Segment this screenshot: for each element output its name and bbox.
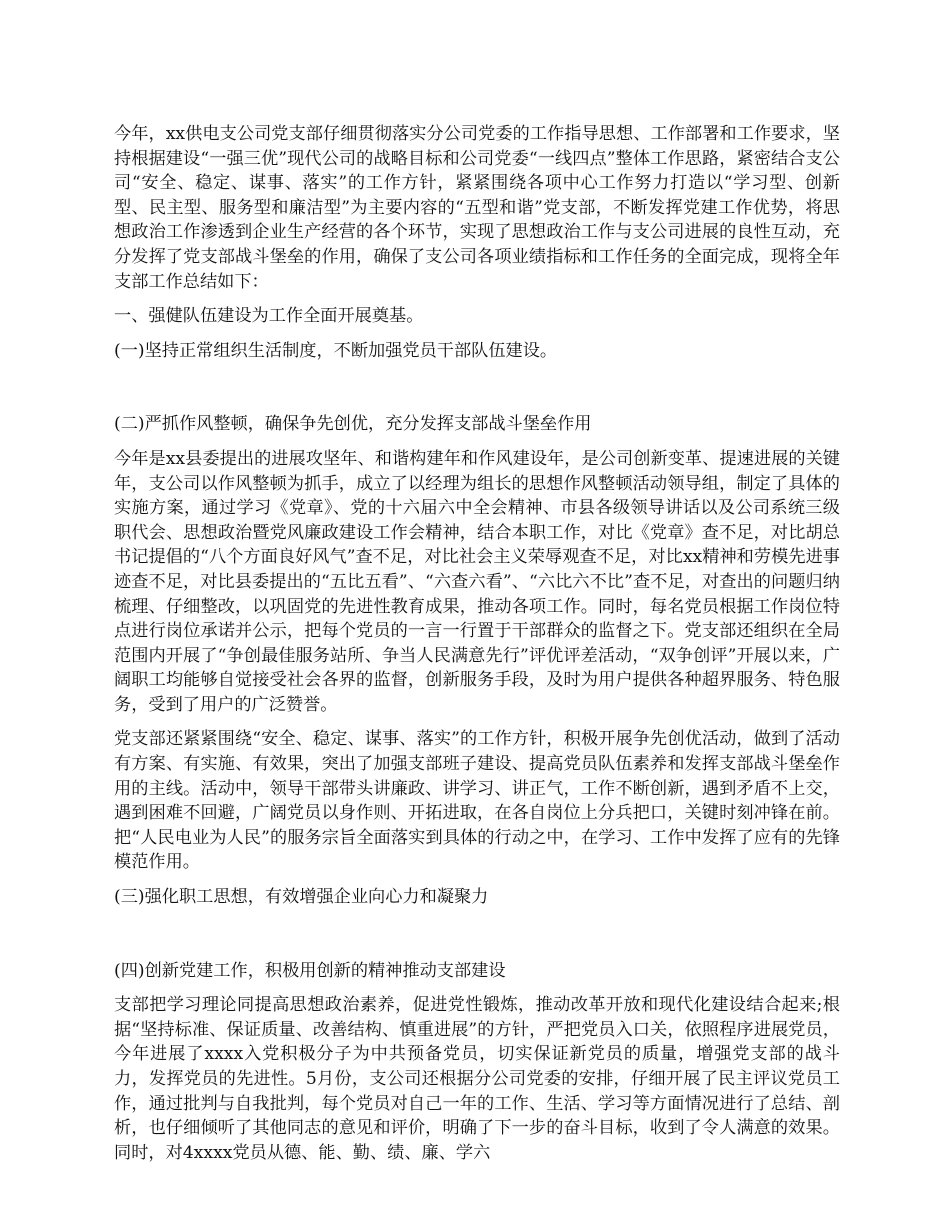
subsection-2-paragraph-2: 党支部还紧紧围绕“安全、稳定、谋事、落实”的工作方针，积极开展争先创优活动，做到了活动有方案、有实施、有效果，突出了加强支部班子建设、提高党员队伍素养和发挥支部战斗堡垒作用的主线。活动中，领导干部带头讲廉政、讲学习、讲正气，工作不断创新，遇到矛盾不上交，遇到困难不回避，广阔党员以身作则、开拓进取，在各自岗位上分兵把口，关键时刻冲锋在前。把“人民电业为人民”的服务宗旨全面落实到具体的行动之中，在学习、工作中发挥了应有的先锋模范作用。 — [114, 729, 840, 873]
section-1-heading: 一、强健队伍建设为工作全面开展奠基。 — [114, 306, 424, 327]
subsection-2-paragraph-1: 今年是xx县委提出的进展攻坚年、和谐构建年和作风建设年，是公司创新变革、提速进展的关键年，支公司以作风整顿为抓手，成立了以经理为组长的思想作风整顿活动领导组，制定了具体的实施方案，通过学习《党章》、党的十六届六中全会精神、市县各级领导讲话以及公司系统三级职代会、思想政治暨党风廉政建设工作会精神，结合本职工作，对比《党章》查不足，对比胡总书记提倡的“八个方面良好风气”查不足，对比社会主义荣辱观查不足，对比xx精神和劳模先进事迹查不足，对比县委提出的“五比五看”、“六查六看”、“六比六不比”查不足，对查出的问题归纳梳理、仔细整改，以巩固党的先进性教育成果，推动各项工作。同时，每名党员根据工作岗位特点进行岗位承诺并公示，把每个党员的一言一行置于干部群众的监督之下。党支部还组织在全局范围内开展了“争创最佳服务站所、争当人民满意先行”评优评差活动，“双争创评”开展以来，广阔职工均能够自觉接受社会各界的监督，创新服务手段，及时为用户提供各种超界服务、特色服务，受到了用户的广泛赞誉。 — [114, 448, 840, 715]
subsection-1-heading: (一)坚持正常组织生活制度，不断加强党员干部队伍建设。 — [114, 340, 558, 361]
subsection-4-paragraph-1: 支部把学习理论同提高思想政治素养，促进党性锻炼，推动改革开放和现代化建设结合起来;根据“坚持标准、保证质量、改善结构、慎重进展”的方针，严把党员入口关，依照程序进展党员，今年进展了xxxx入党积极分子为中共预备党员，切实保证新党员的质量，增强党支部的战斗力，发挥党员的先进性。5月份，支公司还根据分公司党委的安排，仔细开展了民主评议党员工作，通过批判与自我批判，每个党员对自己一年的工作、生活、学习等方面情况进行了总结、剖析，也仔细倾听了其他同志的意见和评价，明确了下一步的奋斗目标，收到了令人满意的效果。同时，对4xxxx党员从德、能、勤、绩、廉、学六 — [114, 995, 840, 1163]
document-body — [114, 122, 840, 1175]
intro-paragraph: 今年，xx供电支公司党支部仔细贯彻落实分公司党委的工作指导思想、工作部署和工作要求，坚持根据建设“一强三优”现代公司的战略目标和公司党委“一线四点”整体工作思路，紧密结合支公司“安全、稳定、谋事、落实”的工作方针，紧紧围绕各项中心工作努力打造以“学习型、创新型、民主型、服务型和廉洁型”为主要内容的“五型和谐”党支部，不断发挥党建工作优势，将思想政治工作渗透到企业生产经营的各个环节，实现了思想政治工作与支公司进展的良性互动，充分发挥了党支部战斗堡垒的作用，确保了支公司各项业绩指标和工作任务的全面完成，现将全年支部工作总结如下： — [114, 124, 840, 292]
subsection-3-heading: (三)强化职工思想，有效增强企业向心力和凝聚力 — [114, 887, 489, 908]
subsection-4-heading: (四)创新党建工作，积极用创新的精神推动支部建设 — [114, 960, 506, 981]
subsection-2-heading: (二)严抓作风整顿，确保争先创优，充分发挥支部战斗堡垒作用 — [114, 414, 592, 435]
